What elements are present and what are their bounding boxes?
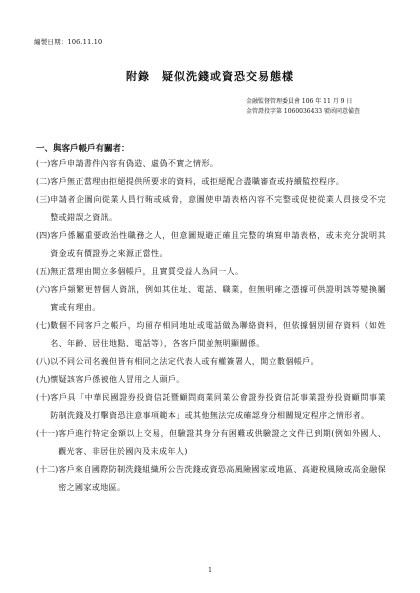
list-item (36, 155, 386, 173)
item-number: (二) (36, 177, 51, 186)
item-number: (十一) (36, 429, 59, 438)
list-item (36, 173, 386, 191)
list-item (36, 461, 386, 497)
item-text: 客戶頻繁更替個人資訊，例如其住址、電話、職業，但無明確之憑據可供證明該等變換屬實或有理由。 (50, 285, 386, 312)
section-heading: 一、與客戶帳戶有關者： (36, 144, 130, 154)
item-number: (九) (36, 375, 51, 384)
list-item (36, 353, 386, 371)
item-number: (三) (36, 195, 51, 204)
item-text: 數個不同客戶之帳戶，均留存相同地址或電話做為聯絡資料，但依據個別留存資料（如姓名、年齡、居住地點、電話等），各客戶間並無明顯關係。 (50, 321, 386, 348)
item-text: 客戶申請書件內容有偽造、虛偽不實之情形。 (50, 159, 219, 168)
item-text: 客戶無正當理由拒絕提供所要求的資料，或拒絕配合盡職審查或持續監控程序。 (50, 177, 345, 186)
item-number: (七) (36, 321, 51, 330)
list-item (36, 263, 386, 281)
list-item (36, 191, 386, 227)
issuer-line-1: 金融監督管理委員會 106 年 11 月 9 日 (246, 98, 353, 105)
list-item (36, 227, 386, 263)
item-text: 無正當理由開立多個帳戶，且實質受益人為同一人。 (50, 267, 244, 276)
edit-date: 編製日期：106.11.10 (34, 38, 103, 46)
item-number: (十) (36, 393, 51, 402)
item-text: 客戶來自國際防制洗錢組織所公告洗錢或資恐高風險國家或地區、高避稅風險或高金融保密之國家或地區。 (58, 465, 386, 492)
item-number: (十二) (36, 465, 59, 474)
item-number: (四) (36, 231, 51, 240)
item-list (36, 155, 386, 497)
issuer-line-2: 金管證投字第 1060036433 號函同意備查 (246, 108, 360, 115)
item-text: 客戶進行特定金額以上交易，但驗證其身分有困難或供驗證之文件已到期(例如外國人、觀光客、非居住於國內及未成年人) (58, 429, 386, 456)
item-number: (一) (36, 159, 51, 168)
issuer-block (246, 97, 360, 117)
list-item (36, 389, 386, 425)
list-item (36, 281, 386, 317)
item-number: (六) (36, 285, 51, 294)
item-text: 懷疑該客戶係被他人冒用之人頭戶。 (50, 375, 185, 384)
item-text: 以不同公司名義但皆有相同之法定代表人或有權簽署人，開立數個帳戶。 (50, 357, 320, 366)
item-number: (五) (36, 267, 51, 276)
item-text: 客戶係屬重要政治性職務之人，但意圖規避正確且完整的填寫申請表格，或未充分說明其資金或有價證券之來源正當性。 (50, 231, 386, 258)
page-number: 1 (208, 567, 212, 574)
list-item (36, 425, 386, 461)
item-text: 申請者企圖向從業人員行賄或威脅，意圖使申請表格內容不完整或促使從業人員接受不完整或錯誤之資訊。 (50, 195, 386, 222)
list-item (36, 371, 386, 389)
document-title: 附錄 疑似洗錢或資恐交易態樣 (126, 70, 294, 83)
item-text: 客戶具「中華民國證券投資信託暨顧問商業同業公會證券投資信託事業證券投資顧問事業防制洗錢及打擊資恐注意事項範本」或其他無法完成確認身分相關規定程序之情形者。 (50, 393, 386, 420)
item-number: (八) (36, 357, 51, 366)
list-item (36, 317, 386, 353)
